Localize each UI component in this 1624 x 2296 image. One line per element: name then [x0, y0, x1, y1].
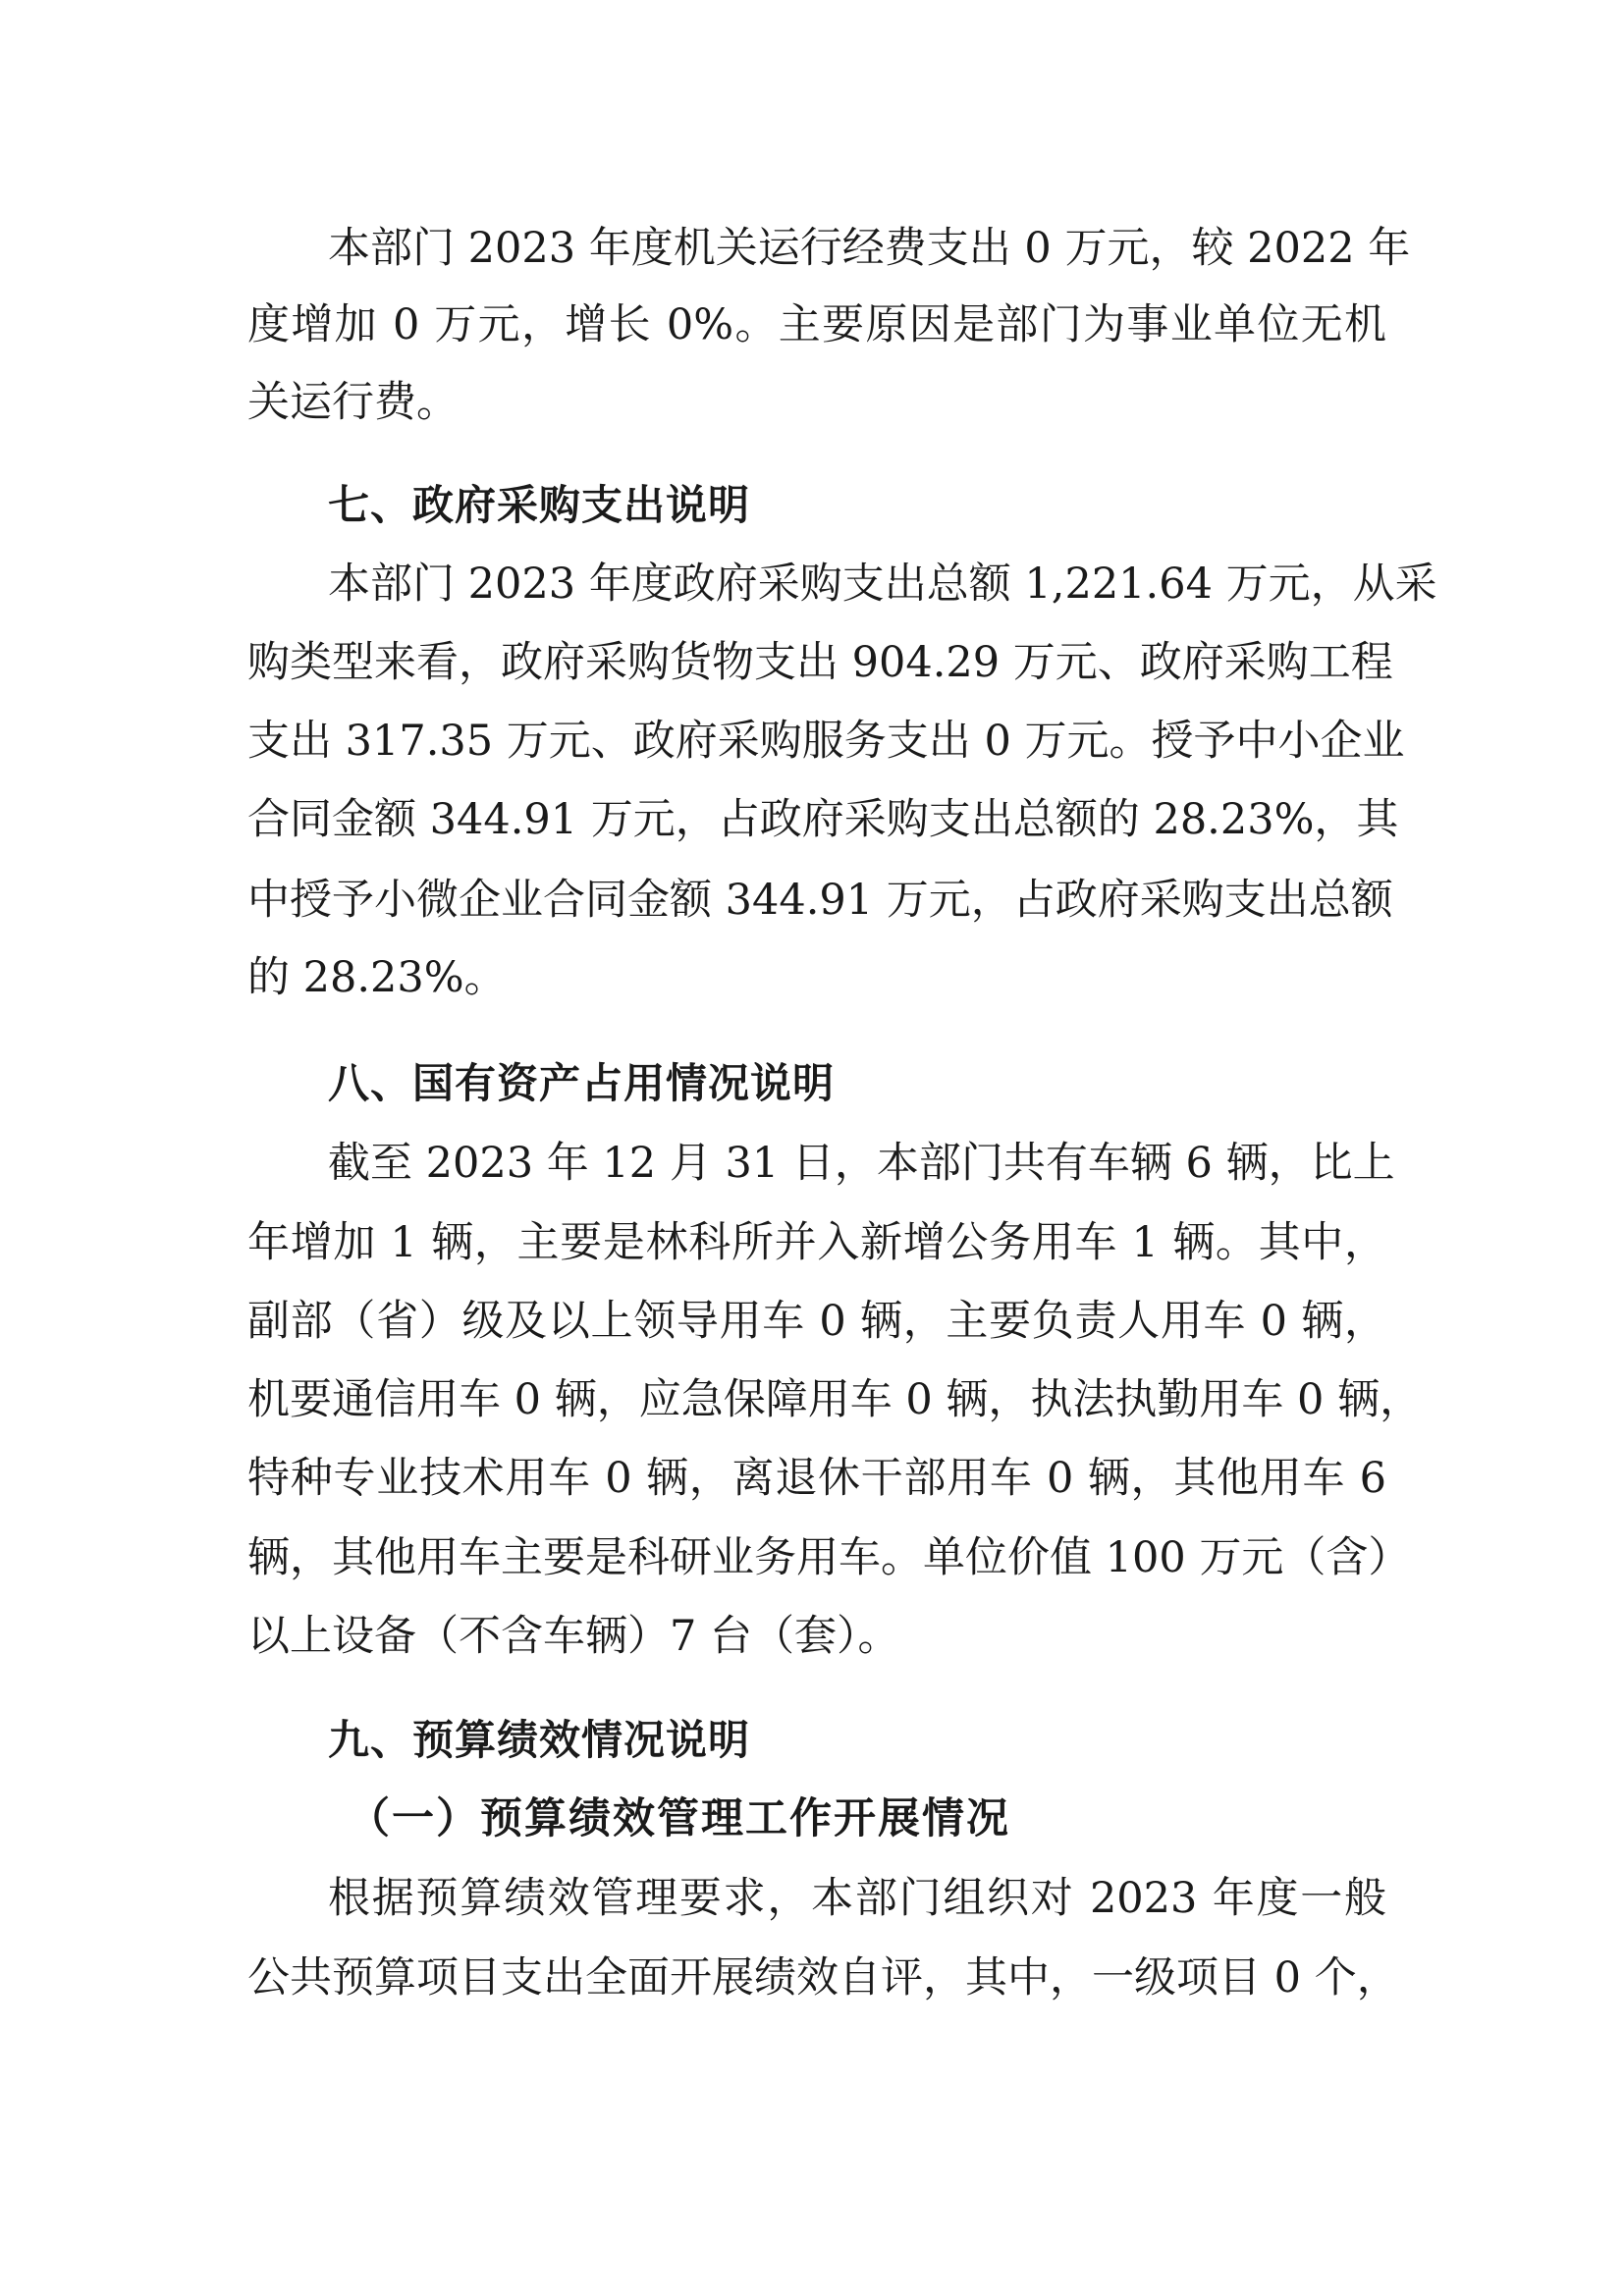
paragraph-line: 根据预算绩效管理要求，本部门组织对 2023 年度一般 — [328, 1874, 1386, 1923]
paragraph-line: 购类型来看，政府采购货物支出 904.29 万元、政府采购工程 — [247, 638, 1393, 687]
section-heading-9: 九、预算绩效情况说明 — [328, 1716, 751, 1764]
paragraph-line: 的 28.23%。 — [247, 953, 507, 1002]
section-heading-8: 八、国有资产占用情况说明 — [328, 1059, 836, 1107]
paragraph-line: 辆，其他用车主要是科研业务用车。单位价值 100 万元（含） — [247, 1533, 1411, 1582]
paragraph-line: 公共预算项目支出全面开展绩效自评，其中，一级项目 0 个， — [247, 1953, 1399, 2002]
paragraph-line: 以上设备（不含车辆）7 台（套）。 — [247, 1612, 900, 1661]
paragraph-line: 支出 317.35 万元、政府采购服务支出 0 万元。授予中小企业 — [247, 717, 1405, 766]
paragraph-line: 中授予小微企业合同金额 344.91 万元，占政府采购支出总额 — [247, 876, 1393, 925]
paragraph-line: 年增加 1 辆，主要是林科所并入新增公务用车 1 辆。其中， — [247, 1218, 1386, 1267]
paragraph-line: 本部门 2023 年度机关运行经费支出 0 万元，较 2022 年 — [328, 224, 1411, 273]
subsection-heading: （一）预算绩效管理工作开展情况 — [348, 1794, 1010, 1843]
paragraph-line: 特种专业技术用车 0 辆，离退休干部用车 0 辆，其他用车 6 — [247, 1454, 1386, 1503]
paragraph-line: 合同金额 344.91 万元，占政府采购支出总额的 28.23%，其 — [247, 795, 1399, 844]
paragraph-line: 本部门 2023 年度政府采购支出总额 1,221.64 万元，从采 — [328, 560, 1437, 609]
paragraph-line: 机要通信用车 0 辆，应急保障用车 0 辆，执法执勤用车 0 辆， — [247, 1375, 1423, 1424]
paragraph-line: 度增加 0 万元，增长 0%。主要原因是部门为事业单位无机 — [247, 300, 1386, 349]
paragraph-line: 副部（省）级及以上领导用车 0 辆，主要负责人用车 0 辆， — [247, 1297, 1386, 1346]
paragraph-line: 关运行费。 — [247, 378, 459, 427]
section-heading-7: 七、政府采购支出说明 — [328, 481, 751, 529]
paragraph-line: 截至 2023 年 12 月 31 日，本部门共有车辆 6 辆，比上 — [328, 1139, 1395, 1188]
